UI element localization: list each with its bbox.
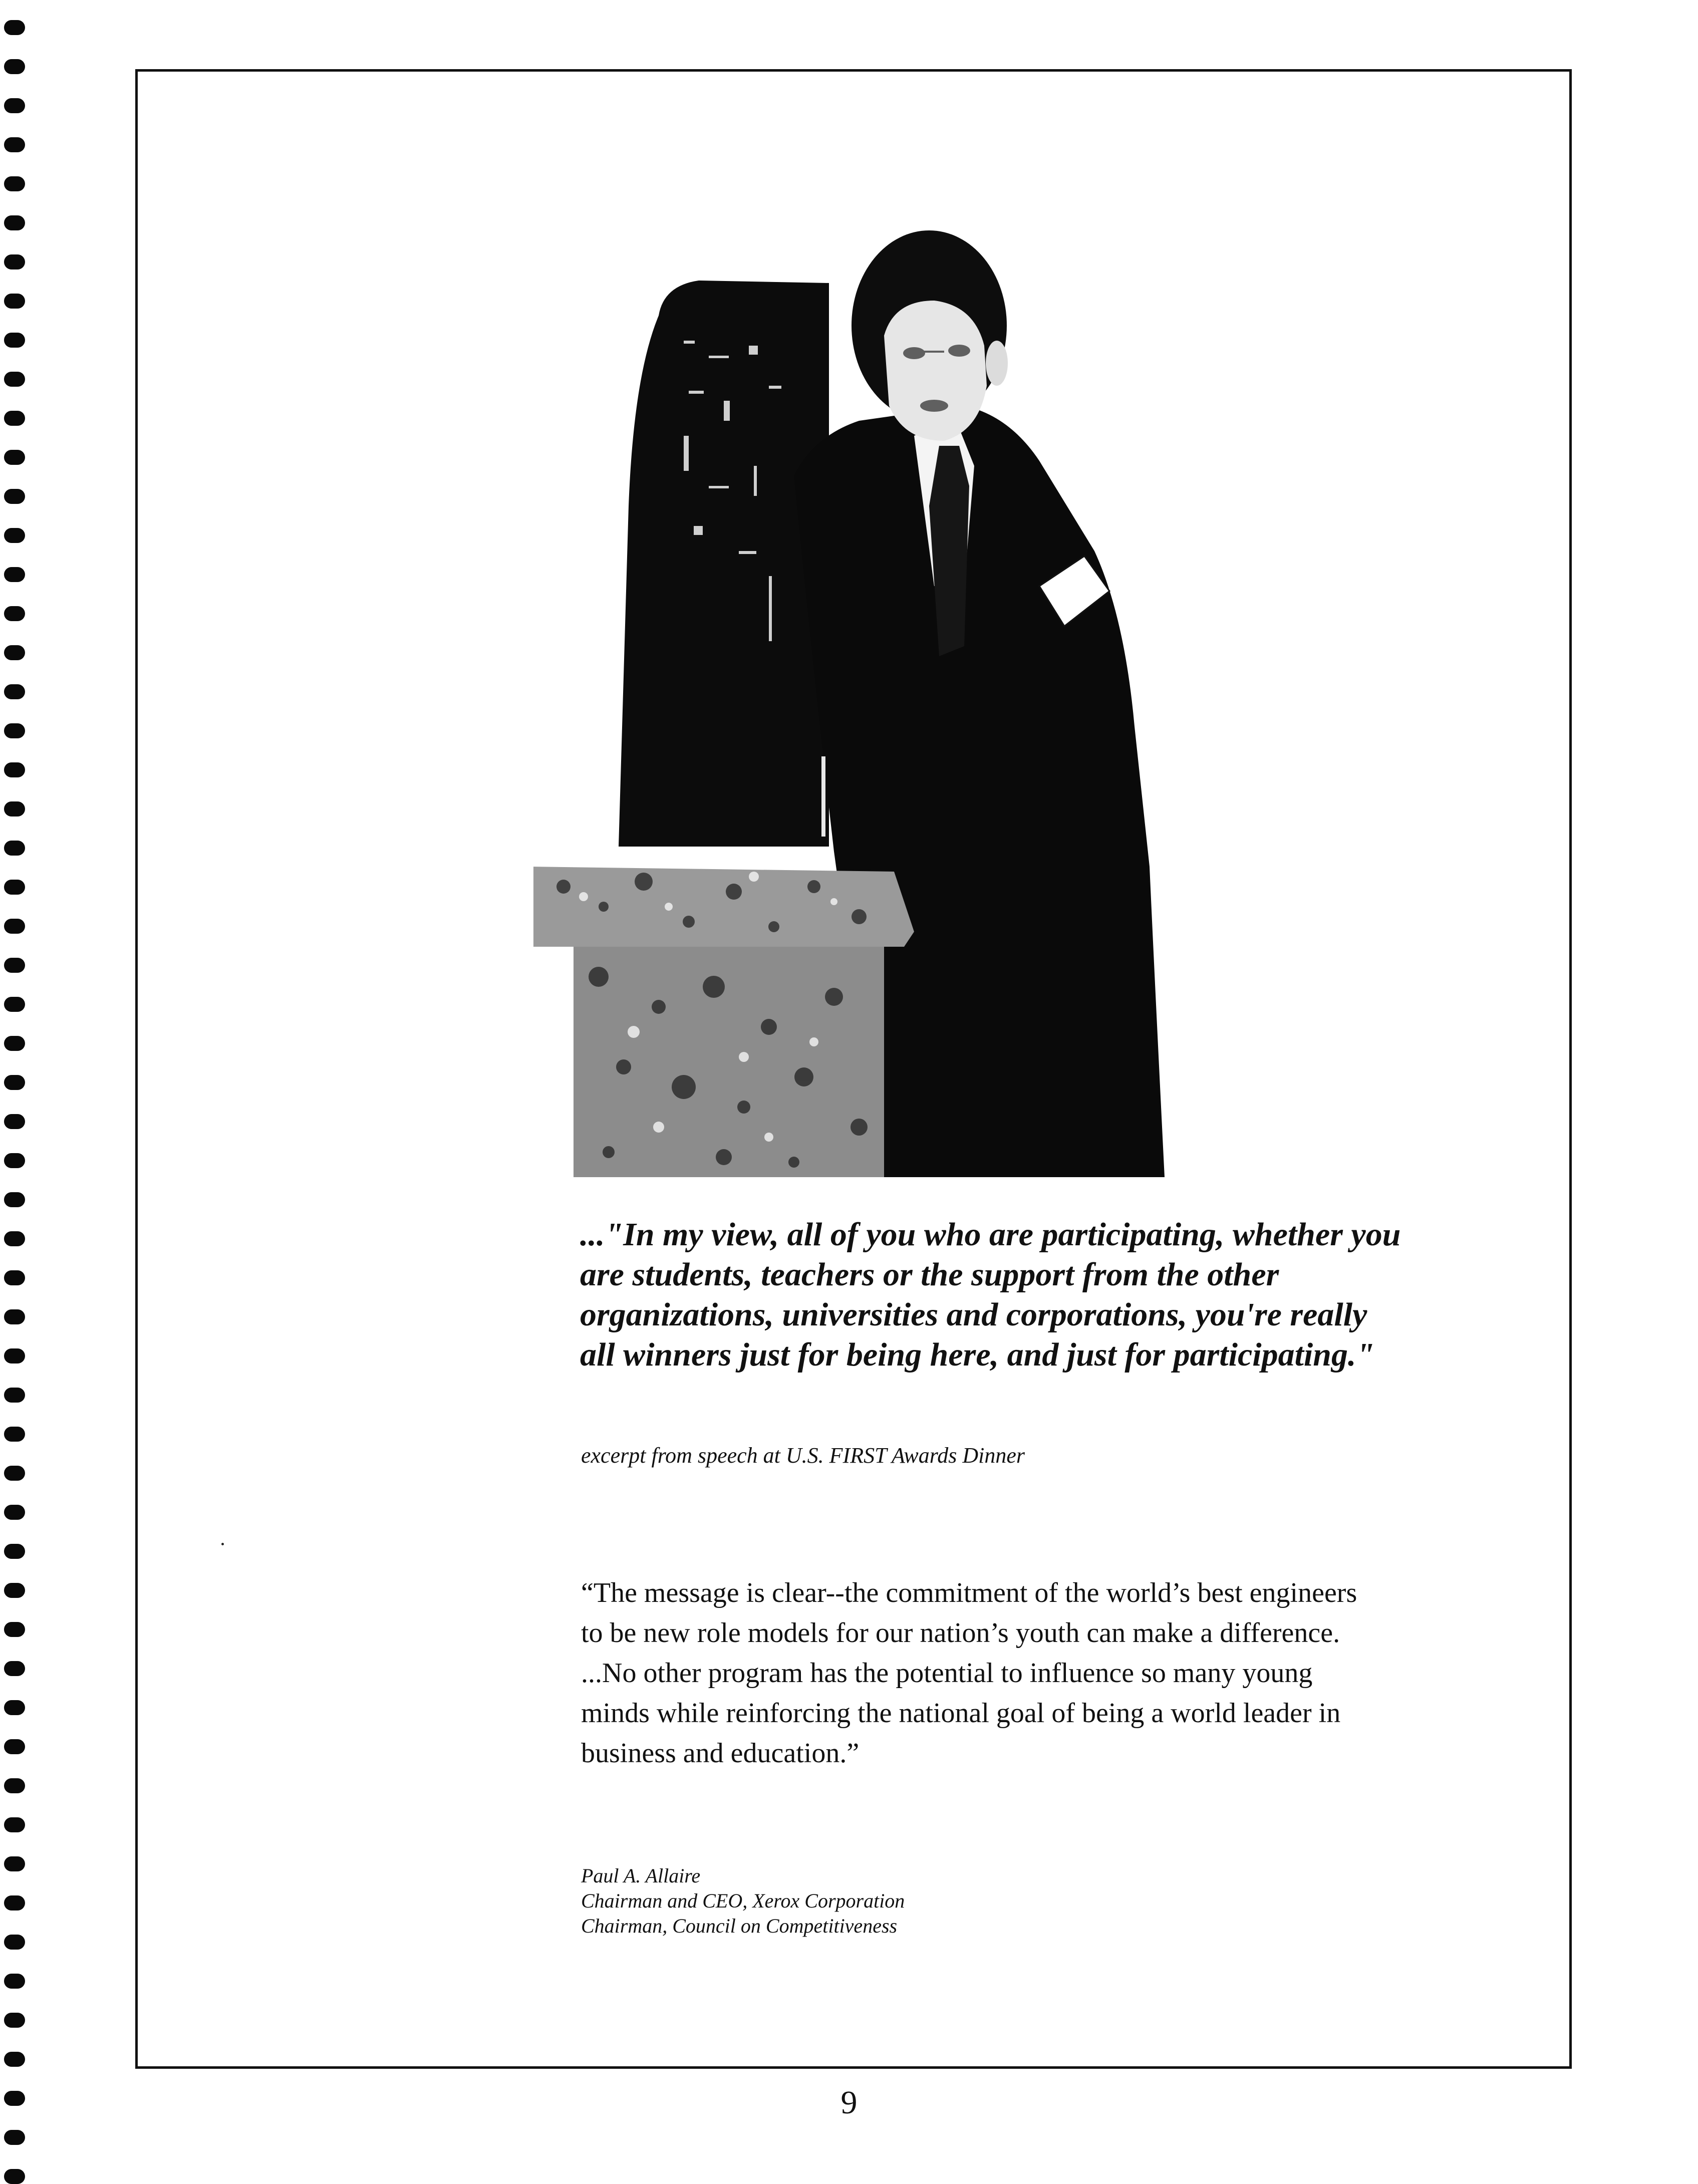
attribution [581, 1863, 905, 1939]
binding-hole [4, 2052, 25, 2067]
binding-hole [4, 1778, 25, 1793]
binding-hole [4, 1544, 25, 1559]
quote-two: “The message is clear--the commitment of the world’s best engineers to be new role models for our nation’s youth can make a difference. ...No other program has the potential to influence so many young minds while reinforcing the national goal of being a world leader in business and education.” [581, 1577, 1357, 1769]
quote-one-source: excerpt from speech at U.S. FIRST Awards Dinner [581, 1443, 1025, 1468]
binding-hole [4, 372, 25, 387]
binding-hole [4, 1348, 25, 1363]
binding-hole [4, 1153, 25, 1168]
binding-hole [4, 2169, 25, 2184]
binding-hole [4, 1895, 25, 1910]
photo-background [619, 281, 829, 847]
speaker-at-podium-photo [533, 225, 1290, 1177]
binding-hole [4, 489, 25, 504]
binding-hole [4, 1270, 25, 1285]
binding-hole [4, 1739, 25, 1754]
binding-hole [4, 841, 25, 856]
binding-hole [4, 1466, 25, 1481]
binding-hole [4, 997, 25, 1012]
speaker-face [884, 301, 987, 441]
binding-hole [4, 1622, 25, 1637]
binding-hole [4, 294, 25, 309]
quote-one: ..."In my view, all of you who are participating, whether you are students, teachers or the support from the other organizations, universities and corporations, you're really all winners just for being here, and just for participating." [580, 1216, 1401, 1373]
binding-hole [4, 1231, 25, 1246]
binding-hole [4, 1700, 25, 1715]
binding-hole [4, 98, 25, 113]
binding-hole [4, 1114, 25, 1129]
binding-hole [4, 1192, 25, 1207]
binding-hole [4, 137, 25, 152]
binding-hole [4, 2130, 25, 2145]
page-number: 9 [840, 2084, 858, 2121]
binding-hole [4, 1427, 25, 1442]
stray-mark [221, 1543, 224, 1545]
binding-hole [4, 1817, 25, 1832]
binding-hole [4, 1935, 25, 1950]
binding-hole [4, 645, 25, 660]
microphone-stand [821, 756, 825, 837]
binding-hole [4, 1075, 25, 1090]
binding-hole [4, 411, 25, 426]
binding-hole [4, 567, 25, 582]
binding-hole [4, 176, 25, 191]
binding-hole [4, 919, 25, 934]
binding-hole [4, 958, 25, 973]
attribution-title-one: Chairman and CEO, Xerox Corporation [581, 1889, 905, 1912]
binding-hole [4, 1505, 25, 1520]
spiral-binding [0, 0, 45, 2182]
binding-hole [4, 2013, 25, 2028]
binding-hole [4, 1309, 25, 1324]
attribution-name: Paul A. Allaire [581, 1864, 701, 1887]
binding-hole [4, 1856, 25, 1871]
binding-hole [4, 801, 25, 816]
binding-hole [4, 20, 25, 35]
binding-hole [4, 333, 25, 348]
binding-hole [4, 1388, 25, 1403]
binding-hole [4, 254, 25, 269]
binding-hole [4, 1036, 25, 1051]
binding-hole [4, 215, 25, 230]
binding-hole [4, 723, 25, 738]
binding-hole [4, 684, 25, 699]
binding-hole [4, 762, 25, 777]
attribution-title-two: Chairman, Council on Competitiveness [581, 1915, 898, 1937]
binding-hole [4, 1661, 25, 1676]
binding-hole [4, 528, 25, 543]
binding-hole [4, 880, 25, 895]
binding-hole [4, 450, 25, 465]
binding-hole [4, 1974, 25, 1989]
binding-hole [4, 1583, 25, 1598]
podium-top [533, 867, 914, 947]
binding-hole [4, 606, 25, 621]
binding-hole [4, 59, 25, 74]
